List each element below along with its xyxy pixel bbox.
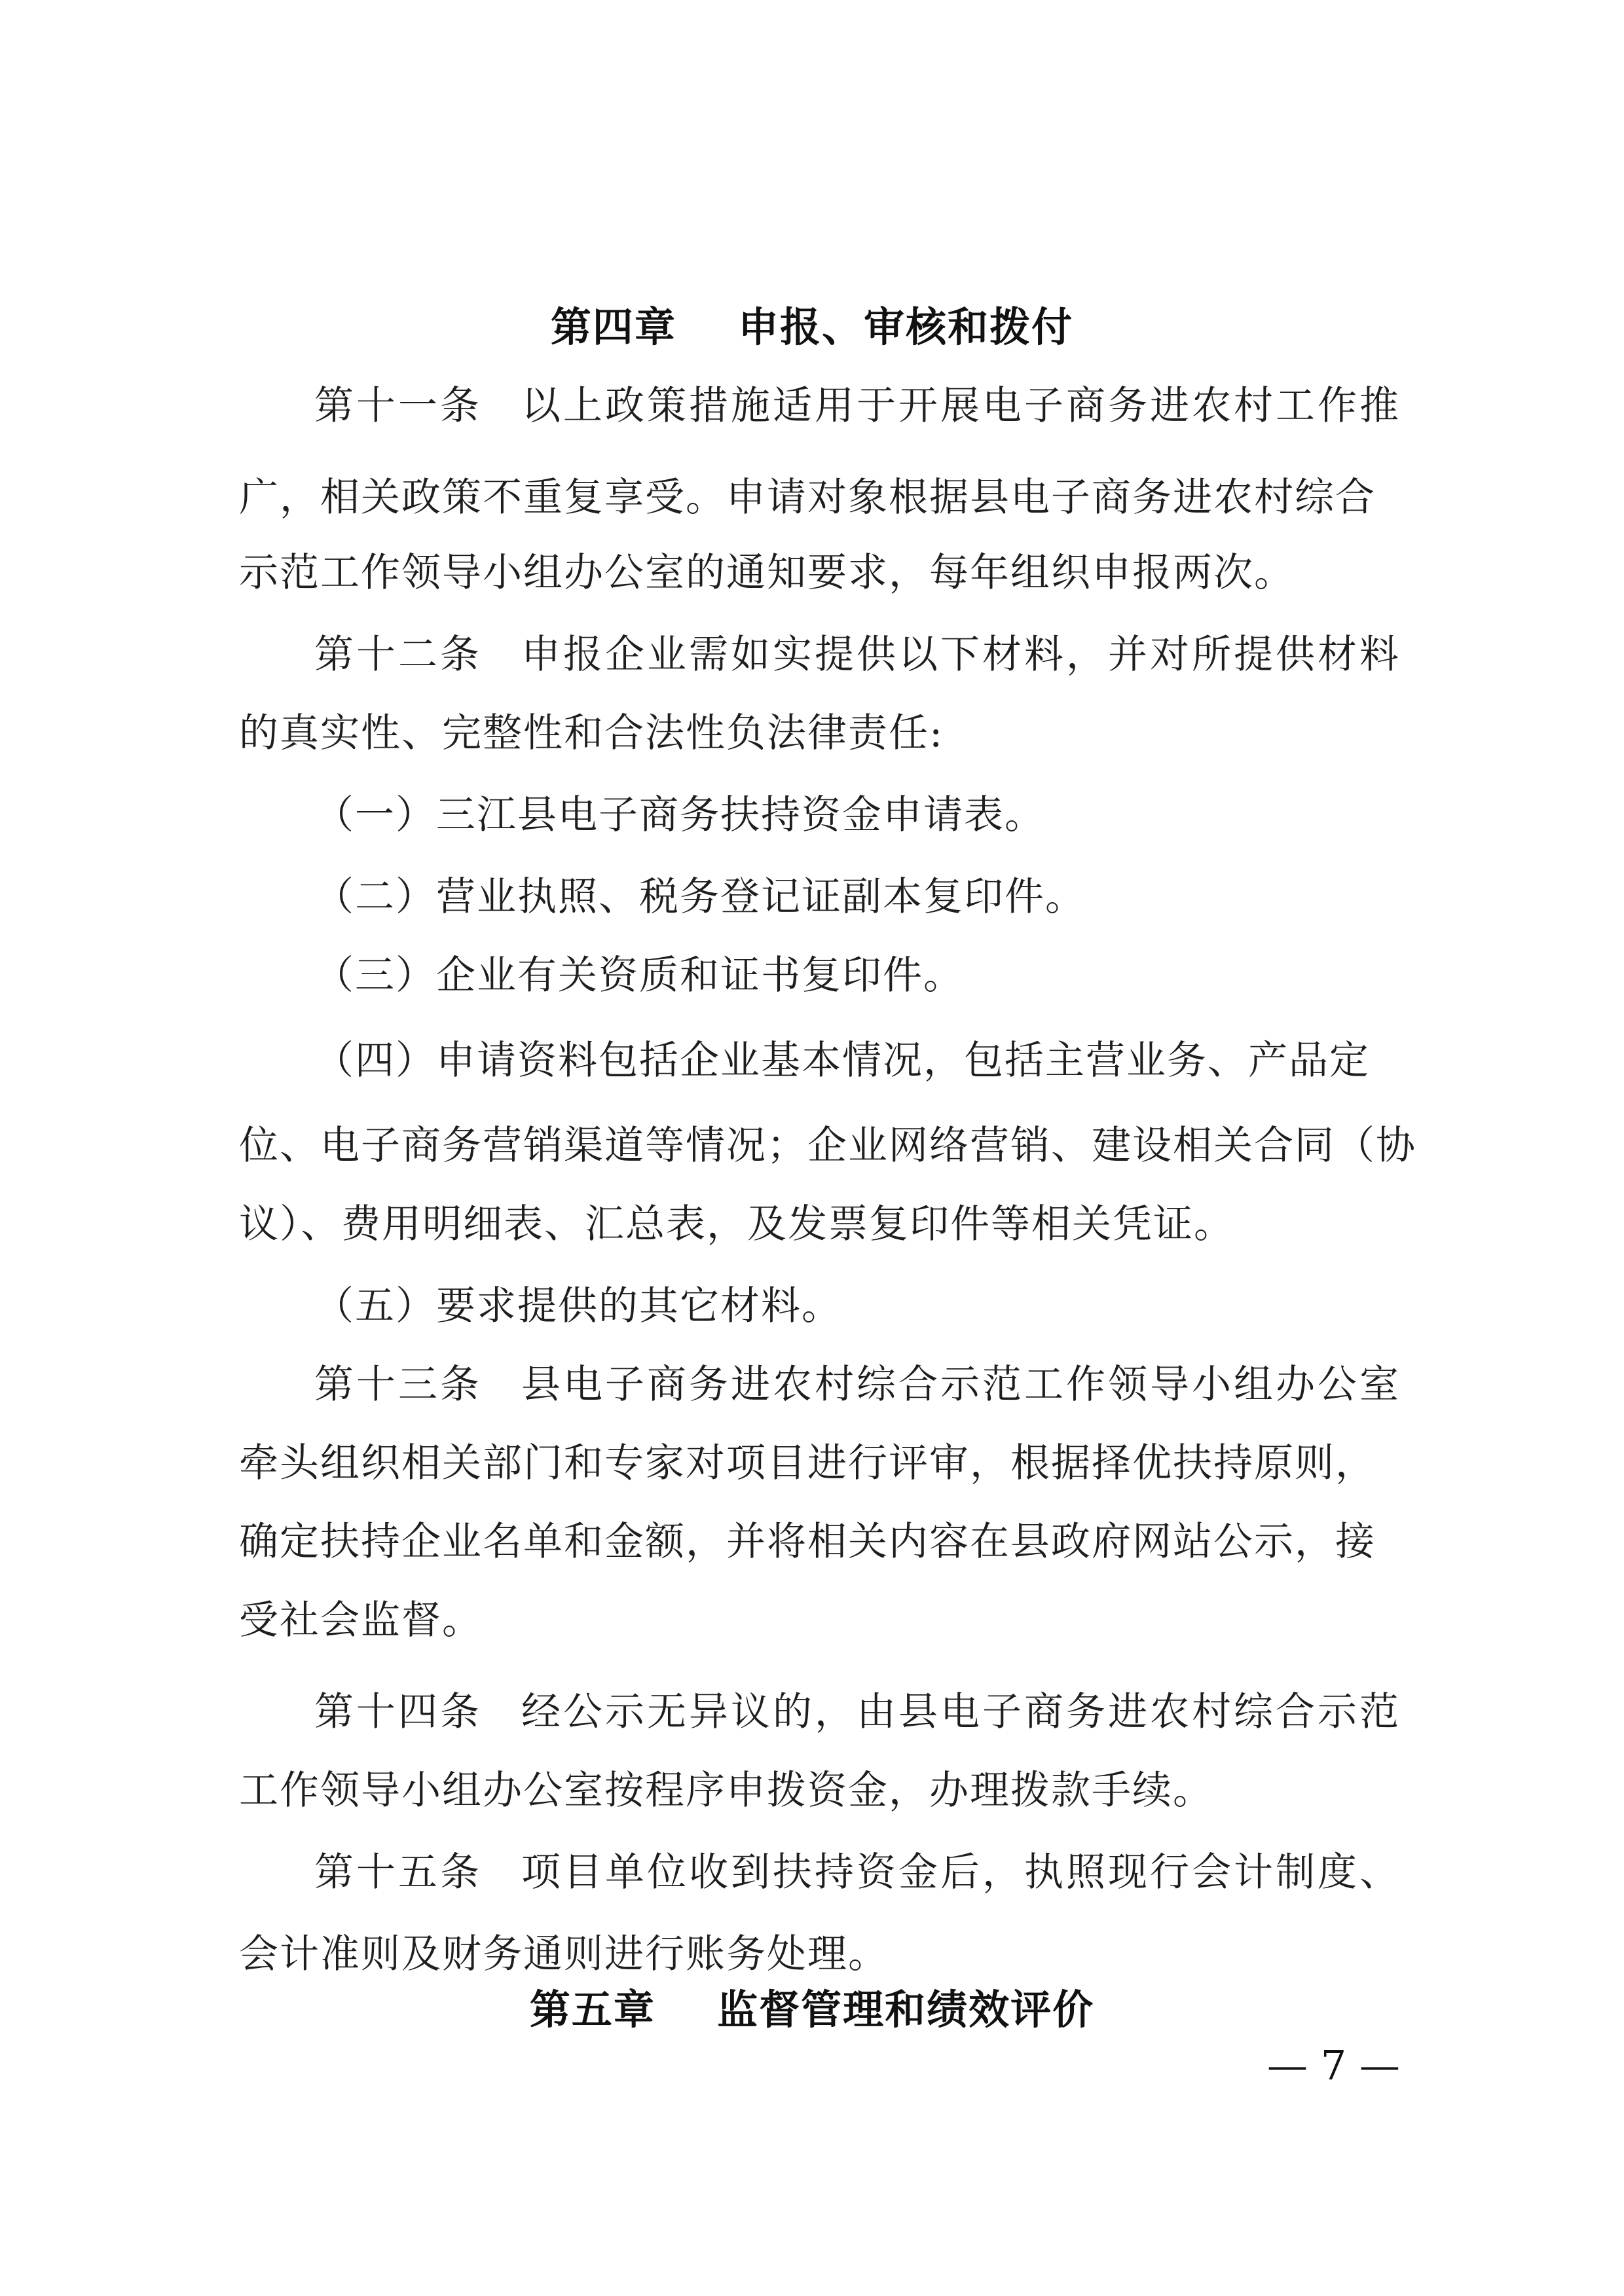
article-13-text-1: 县电子商务进农村综合示范工作领导小组办公室 [521, 1362, 1401, 1408]
article-14-line-1 [314, 1686, 1401, 1738]
article-12-item-4: （四）申请资料包括企业基本情况，包括主营业务、产品定 [314, 1038, 1370, 1084]
article-11-text-1: 以上政策措施适用于开展电子商务进农村工作推 [521, 383, 1401, 429]
article-13-label: 第十三条 [314, 1362, 482, 1408]
article-12-item-4-cont-1: 位、电子商务营销渠道等情况；企业网络营销、建设相关合同（协 [239, 1123, 1416, 1169]
article-13-line-4: 受社会监督。 [239, 1597, 483, 1643]
chapter-4-heading: 第四章 申报、审核和拨付 [550, 303, 1074, 351]
article-11-label: 第十一条 [314, 383, 482, 429]
article-12-line-2: 的真实性、完整性和合法性负法律责任: [239, 710, 944, 756]
page-number: — 7 — [1267, 2041, 1400, 2089]
article-12-item-3: （三）企业有关资质和证书复印件。 [314, 953, 964, 998]
article-13-line-1 [314, 1358, 1401, 1411]
article-12-item-2: （二）营业执照、税务登记证副本复印件。 [314, 874, 1086, 920]
article-14-line-2: 工作领导小组办公室按程序申拨资金，办理拨款手续。 [239, 1768, 1213, 1813]
article-13-line-3: 确定扶持企业名单和金额，并将相关内容在县政府网站公示，接 [239, 1519, 1376, 1565]
article-15-line-1 [314, 1846, 1401, 1899]
article-12-label: 第十二条 [314, 632, 482, 678]
article-11-line-2: 广，相关政策不重复享受。申请对象根据县电子商务进农村综合 [239, 475, 1376, 520]
chapter-5-heading: 第五章 监督管理和绩效评价 [529, 1986, 1095, 2033]
article-14-label: 第十四条 [314, 1689, 482, 1735]
article-13-line-2: 牵头组织相关部门和专家对项目进行评审，根据择优扶持原则， [239, 1440, 1376, 1486]
article-14-text-1: 经公示无异议的，由县电子商务进农村综合示范 [521, 1689, 1401, 1735]
article-12-item-4-cont-2: 议）、费用明细表、汇总表，及发票复印件等相关凭证。 [239, 1201, 1234, 1247]
article-15-line-2: 会计准则及财务通则进行账务处理。 [239, 1931, 889, 1977]
article-12-item-1: （一）三江县电子商务扶持资金申请表。 [314, 792, 1045, 838]
article-11-line-3: 示范工作领导小组办公室的通知要求，每年组织申报两次。 [239, 550, 1295, 596]
article-15-label: 第十五条 [314, 1850, 482, 1895]
article-15-text-1: 项目单位收到扶持资金后，执照现行会计制度、 [521, 1850, 1401, 1895]
article-12-line-1 [314, 629, 1401, 681]
article-11-line-1 [314, 380, 1401, 432]
article-12-text-1: 申报企业需如实提供以下材料，并对所提供材料 [521, 632, 1401, 678]
article-12-item-5: （五）要求提供的其它材料。 [314, 1283, 842, 1329]
